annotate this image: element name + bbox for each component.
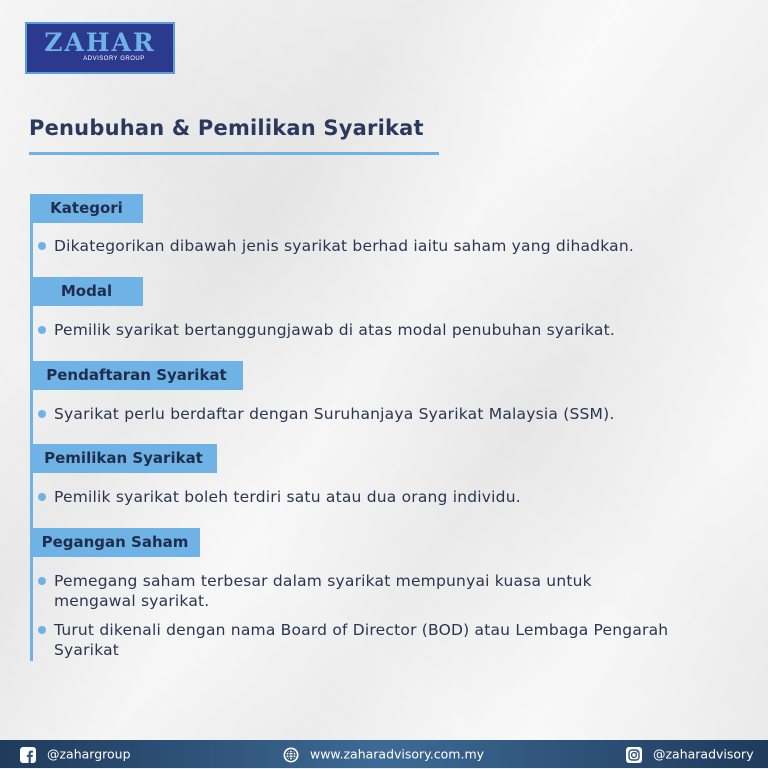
list-item bbox=[38, 320, 718, 340]
bullet-dot bbox=[38, 410, 46, 418]
list-item bbox=[38, 571, 648, 611]
page-title: Penubuhan & Pemilikan Syarikat bbox=[29, 116, 424, 140]
logo-subtitle: ADVISORY GROUP bbox=[83, 56, 145, 62]
list-item bbox=[38, 487, 718, 507]
logo bbox=[25, 22, 175, 74]
section-label: Kategori bbox=[30, 194, 143, 223]
bullet-dot bbox=[38, 326, 46, 334]
bullet-text: Dikategorikan dibawah jenis syarikat berhad iaitu saham yang dihadkan. bbox=[54, 237, 634, 255]
section-label: Pendaftaran Syarikat bbox=[30, 361, 243, 390]
facebook-icon bbox=[20, 747, 36, 763]
section-pendaftaran-syarikat bbox=[30, 361, 243, 390]
section-kategori bbox=[30, 194, 143, 223]
section-pegangan-saham bbox=[30, 528, 200, 557]
instagram-handle: @zaharadvisory bbox=[652, 746, 754, 762]
section-label: Pemilikan Syarikat bbox=[30, 444, 217, 473]
section-label: Modal bbox=[30, 277, 143, 306]
instagram-link[interactable] bbox=[626, 744, 754, 764]
facebook-handle: @zahargroup bbox=[46, 746, 131, 762]
bullet-text: Pemilik syarikat bertanggungjawab di atas modal penubuhan syarikat. bbox=[54, 321, 616, 339]
bullet-text: Turut dikenali dengan nama Board of Director (BOD) atau Lembaga Pengarah Syarikat bbox=[54, 621, 669, 659]
instagram-icon bbox=[626, 747, 642, 763]
facebook-link[interactable] bbox=[20, 744, 131, 764]
list-item bbox=[38, 236, 718, 256]
bullet-dot bbox=[38, 626, 46, 634]
section-pemilikan-syarikat bbox=[30, 444, 217, 473]
bullet-text: Pemilik syarikat boleh terdiri satu atau dua orang individu. bbox=[54, 488, 521, 506]
website-url: www.zaharadvisory.com.my bbox=[309, 746, 485, 762]
section-modal bbox=[30, 277, 143, 306]
bullet-text: Pemegang saham terbesar dalam syarikat mempunyai kuasa untuk mengawal syarikat. bbox=[54, 572, 592, 610]
logo-name: ZAHAR bbox=[44, 28, 156, 57]
title-underline bbox=[29, 152, 439, 155]
bullet-dot bbox=[38, 493, 46, 501]
list-item bbox=[38, 620, 738, 660]
section-label: Pegangan Saham bbox=[30, 528, 200, 557]
website-link[interactable] bbox=[283, 744, 484, 764]
timeline-line bbox=[30, 194, 33, 661]
footer-bar bbox=[0, 740, 768, 768]
bullet-dot bbox=[38, 577, 46, 585]
globe-icon bbox=[283, 747, 299, 763]
list-item bbox=[38, 404, 718, 424]
bullet-text: Syarikat perlu berdaftar dengan Suruhanjaya Syarikat Malaysia (SSM). bbox=[54, 405, 615, 423]
bullet-dot bbox=[38, 242, 46, 250]
